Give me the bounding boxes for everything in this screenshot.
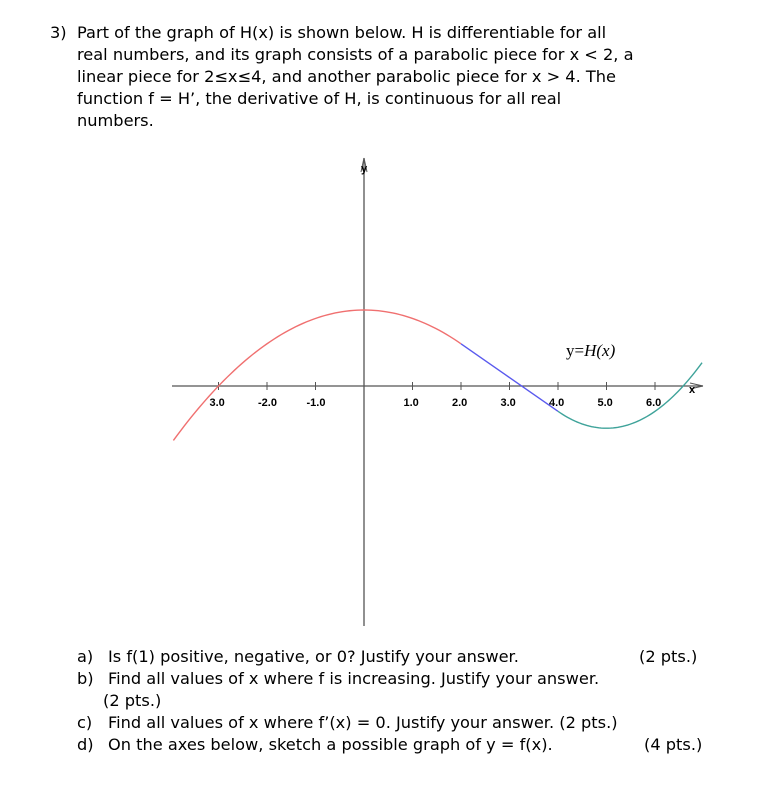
question-text: Is f(1) positive, negative, or 0? Justify your answer. xyxy=(108,647,519,666)
curve-label-text: H(x) xyxy=(584,341,616,360)
question-points: (4 pts.) xyxy=(644,735,703,754)
question-letter: c) xyxy=(77,713,93,732)
question-letter: b) xyxy=(77,669,94,688)
y-axis-label: y xyxy=(361,163,368,175)
question-points: (2 pts.) xyxy=(639,647,698,666)
question-text: Find all values of x where f is increasing. Justify your answer. xyxy=(108,669,600,688)
question-a xyxy=(77,646,737,668)
question-letter: d) xyxy=(77,735,94,754)
x-tick-label: 3.0 xyxy=(500,397,516,409)
question-b-points xyxy=(77,690,737,712)
x-tick-label: 5.0 xyxy=(597,397,613,409)
problem-line: real numbers, and its graph consists of a parabolic piece for x < 2, a xyxy=(77,45,634,64)
parabola-left-curve xyxy=(173,310,461,440)
problem-line: Part of the graph of H(x) is shown below. H is differentiable for all xyxy=(77,23,607,42)
question-text: On the axes below, sketch a possible graph of y = f(x). xyxy=(108,735,553,754)
problem-line: numbers. xyxy=(77,111,154,130)
question-d xyxy=(77,734,737,756)
question-b xyxy=(77,668,737,690)
question-letter: a) xyxy=(77,647,94,666)
x-tick-label: 4.0 xyxy=(549,397,565,409)
x-tick-label: 6.0 xyxy=(646,397,662,409)
question-points: (2 pts.) xyxy=(103,691,162,710)
question-c xyxy=(77,712,737,734)
question-text: Find all values of x where f’(x) = 0. Justify your answer. (2 pts.) xyxy=(108,713,618,732)
x-tick-label: 2.0 xyxy=(452,397,468,409)
x-tick-labels xyxy=(210,397,662,409)
curve-label: y=H(x) xyxy=(566,341,616,360)
problem-line: linear piece for 2≤x≤4, and another parabolic piece for x > 4. The xyxy=(77,67,616,86)
questions-list xyxy=(77,646,737,756)
x-tick-label: 1.0 xyxy=(403,397,419,409)
x-axis-label: x xyxy=(689,384,696,396)
x-tick-label: -1.0 xyxy=(306,397,326,409)
x-tick-label: -2.0 xyxy=(258,397,277,409)
problem-number: 3) xyxy=(50,23,67,42)
parabola-right-curve xyxy=(558,363,702,429)
x-tick-label: 3.0 xyxy=(209,397,225,409)
problem-line: function f = H’, the derivative of H, is continuous for all real xyxy=(77,89,562,108)
